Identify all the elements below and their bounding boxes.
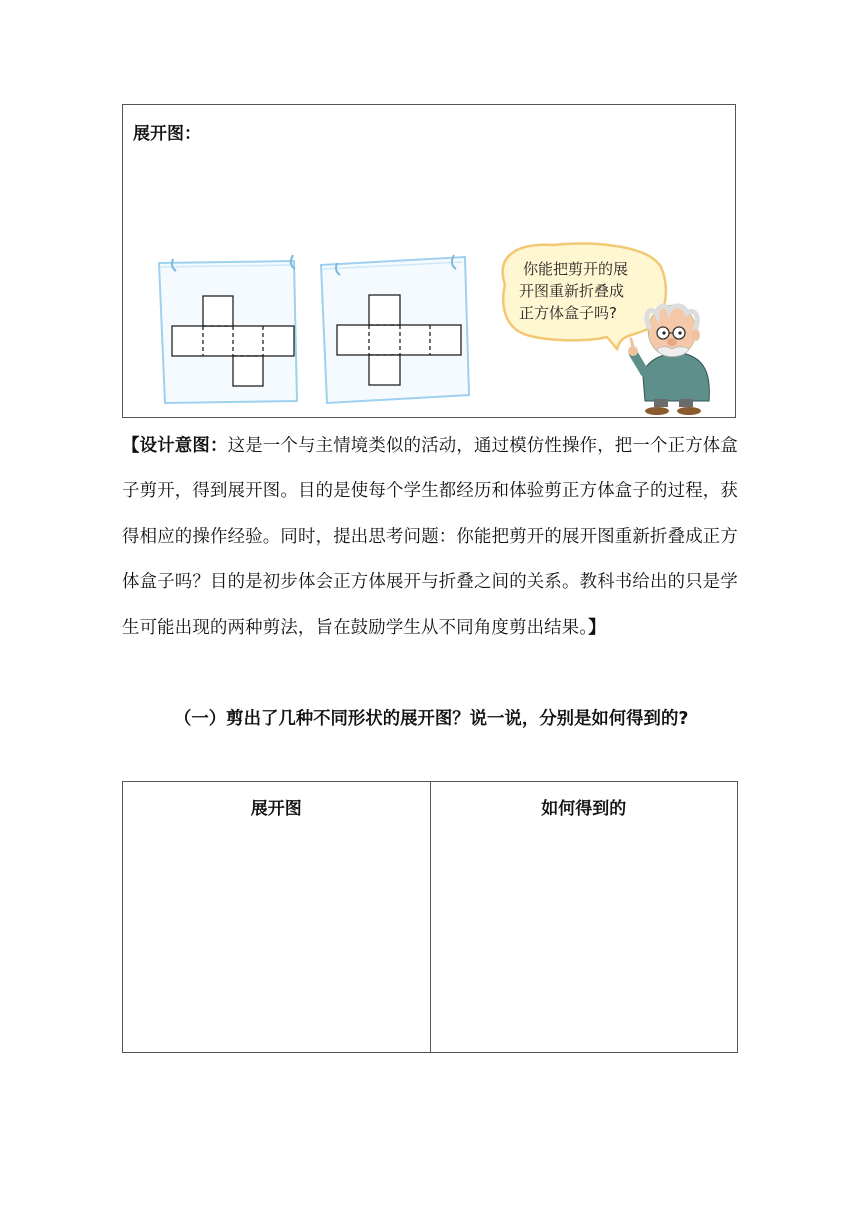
table-header-method[interactable]: 如何得到的 (430, 782, 738, 1053)
table-row (123, 782, 738, 1053)
close-bracket: 】 (588, 617, 606, 638)
open-bracket: 【 (122, 436, 140, 456)
illustration-box (122, 104, 736, 418)
design-intent-label: 设计意图： (139, 436, 228, 456)
speech-line-2: 开图重新折叠成 (519, 282, 625, 300)
design-intent-body: 这是一个与主情境类似的活动，通过模仿性操作，把一个正方体盒子剪开，得到展开图。目的是使每个学生都经历和体验剪正方体盒子的过程，获得相应的操作经验。同时，提出思考问题：你能把剪开的展开图重新折叠成正方体盒子吗？目的是初步体会正方体展开与折叠之间的关系。教科书给出的只是学生可能出现的两种剪法，旨在鼓励学生从不同角度剪出结果。 (122, 436, 738, 638)
speech-line-1: 你能把剪开的展 (523, 260, 629, 278)
table-header-nets[interactable]: 展开图 (123, 782, 431, 1053)
speech-line-3: 正方体盒子吗? (519, 304, 617, 322)
design-intent-paragraph (122, 424, 738, 651)
answer-table (122, 781, 738, 1053)
box-label: 展开图： (133, 124, 201, 144)
question-text: （一）剪出了几种不同形状的展开图？说一说，分别是如何得到的? (174, 709, 689, 729)
speech-bubble (503, 244, 666, 349)
cube-nets-illustration (123, 105, 737, 419)
